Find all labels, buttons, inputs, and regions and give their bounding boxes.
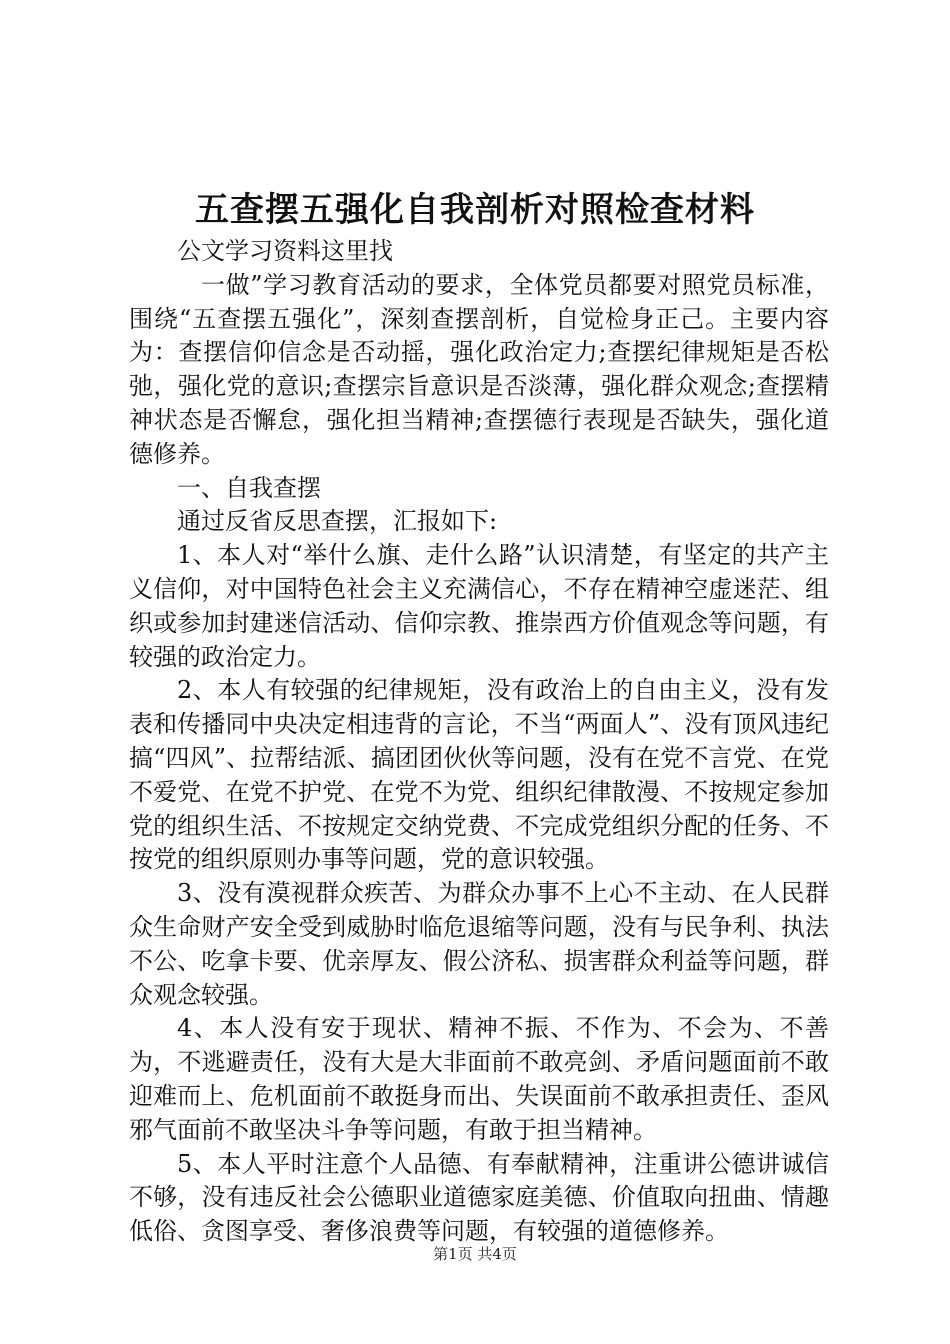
document-title: 五查摆五强化自我剖析对照检查材料 [195,190,755,230]
document-body [129,235,829,1249]
paragraph-report-lead: 通过反省反思查摆，汇报如下: [177,507,498,536]
paragraph-intro-note: 公文学习资料这里找 [177,237,393,265]
paragraph-intro: 一做”学习教育活动的要求，全体党员都要对照党员标准，围绕“五查摆五强化”，深刻查摆剖析，自觉检身正己。主要内容为：查摆信仰信念是否动摇，强化政治定力;查摆纪律规矩是否松弛，强化党的意识;查摆宗旨意识是否淡薄，强化群众观念;查摆精神状态是否懈怠，强化担当精神;查摆德行表现是否缺失，强化道德修养。 [129,270,829,468]
paragraph-item-3: 3、没有漠视群众疾苦、为群众办事不上心不主动、在人民群众生命财产安全受到威胁时临危退缩等问题，没有与民争利、执法不公、吃拿卡要、优亲厚友、假公济私、损害群众利益等问题，群众观念较强。 [129,879,829,1009]
paragraph-item-5: 5、本人平时注意个人品德、有奉献精神，注重讲公德讲诚信不够，没有违反社会公德职业道德家庭美德、价值取向扭曲、情趣低俗、贪图享受、奢侈浪费等问题，有较强的道德修养。 [129,1149,829,1246]
page-number-footer: 第1页 共4页 [433,1245,517,1263]
paragraph-item-1: 1、本人对“举什么旗、走什么路”认识清楚，有坚定的共产主义信仰，对中国特色社会主义充满信心，不存在精神空虚迷茫、组织或参加封建迷信活动、信仰宗教、推崇西方价值观念等问题，有较强的政治定力。 [129,541,829,671]
section-heading: 一、自我查摆 [177,473,321,502]
paragraph-item-4: 4、本人没有安于现状、精神不振、不作为、不会为、不善为，不逃避责任，没有大是大非面前不敢亮剑、矛盾问题面前不敢迎难而上、危机面前不敢挺身而出、失误面前不敢承担责任、歪风邪气面前不敢坚决斗争等问题，有敢于担当精神。 [129,1014,829,1144]
paragraph-item-2: 2、本人有较强的纪律规矩，没有政治上的自由主义，没有发表和传播同中央决定相违背的言论，不当“两面人”、没有顶风违纪搞“四风”、拉帮结派、搞团团伙伙等问题，没有在党不言党、在党不爱党、在党不护党、在党不为党、组织纪律散漫、不按规定参加党的组织生活、不按规定交纳党费、不完成党组织分配的任务、不按党的组织原则办事等问题，党的意识较强。 [129,676,829,874]
